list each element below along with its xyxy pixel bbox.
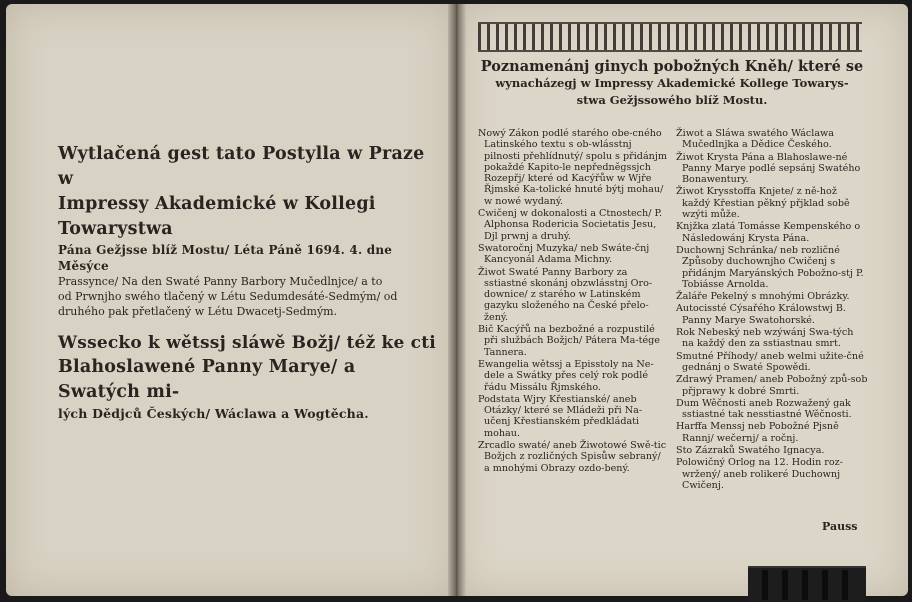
list-item: Cwičenj w dokonalosti a Ctnostech/ P. Alphonsa Rodericia Societatis Jesu, Djl prwnj a druhý. — [478, 208, 663, 242]
clip-tooth — [802, 570, 808, 600]
dedication-line-3: lých Dědjců Českých/ Wáclawa a Wogtěcha. — [58, 406, 369, 421]
list-item: Autocissté Cýsařého Králowstwj B. Panny Marye Swatohorské. — [676, 303, 846, 326]
list-item: Polowičný Orlog na 12. Hodin roz-wržený/ aneb rolikeré Duchownj Cwičenj. — [676, 457, 843, 491]
clip-tooth — [842, 570, 848, 600]
list-item: Žaláře Pekelný s mnohými Obrázky. — [676, 291, 850, 303]
book-gutter — [448, 4, 466, 596]
heading-line-2: wynacházegj w Impressy Akademické Kollege Towarys- — [495, 76, 849, 90]
dedication-line-1: Wssecko k wětssj sláwě Božj/ též ke cti — [58, 333, 436, 353]
list-item: Žiwot Swaté Panny Barbory za sstiastné skonánj obzwlásstnj Oro-downice/ z starého w Latinském gazyku složeného na České přelo-žený. — [478, 266, 653, 323]
book-list-column-right — [676, 128, 868, 492]
list-item: Podstata Wjry Křestianské/ aneb Otázky/ které se Mládeži při Na-učenj Křestianském předkládati mohau. — [478, 393, 643, 439]
imprint-small-1: Prassynce/ Na den Swaté Panny Barbory Mučedlnjce/ a to — [58, 275, 383, 288]
book-list-column-left — [478, 128, 668, 475]
book-clip — [748, 566, 866, 602]
list-item: Duchownj Schránka/ neb rozličné Způsoby duchownjho Cwičenj s přidánjm Maryánských Pobožno-stj P. Tobiásse Arnolda. — [676, 244, 864, 290]
heading-line-3: stwa Gežjssowého blíž Mostu. — [576, 93, 768, 107]
list-item: Swatoročnj Muzyka/ neb Swáte-čnj Kancyonál Adama Michny. — [478, 242, 650, 266]
list-item: Zdrawý Pramen/ aneb Pobožný způ-sob přjprawy k dobré Smrti. — [676, 374, 868, 397]
list-item: Bič Kacýřů na bezbožné a rozpustilé při službách Božjch/ Pátera Ma-tége Tannera. — [478, 324, 660, 358]
clip-tooth — [782, 570, 788, 600]
list-item: Sto Zázraků Swatého Ignacya. — [676, 445, 825, 457]
list-item: Žiwot Krysstoffa Knjete/ z ně-hož každý Křestian pěkný přjklad sobě wzýti může. — [676, 186, 850, 221]
list-item: Smutné Příhody/ aneb welmi užite-čné gednánj o Swaté Spowědi. — [676, 350, 864, 373]
list-item: Žiwot Krysta Pána a Blahoslawe-né Panny Marye podlé sepsánj Swatého Bonawentury. — [676, 151, 861, 186]
imprint-block — [58, 142, 442, 422]
catchword: Pauss — [822, 520, 858, 533]
list-item: Rok Nebeský neb wzýwánj Swa-tých na každý den za sstiastnau smrt. — [676, 327, 854, 350]
dedication-line-2: Blahoslawené Panny Marye/ a Swatých mi- — [58, 357, 356, 402]
list-item: Ewangelia wětssj a Episstoly na Ne-dele a Swátky přes celý rok podlé řádu Missálu Řjmského. — [478, 358, 654, 393]
list-item: Knjžka zlatá Tomásse Kempenského o Následowánj Krysta Pána. — [676, 221, 861, 244]
heading-line-1: Poznamenánj ginych pobožných Kněh/ které se — [480, 58, 864, 75]
list-item: Zrcadlo swaté/ aneb Žiwotowé Swě-tic Božjch z rozličných Spisůw sebraný/ a mnohými Obrazy ozdo-bený. — [478, 440, 667, 474]
imprint-line-2: Impressy Akademické w Kollegi Towarystwa — [58, 194, 376, 239]
imprint-line-3: Pána Gežjsse blíž Mostu/ Léta Páně 1694. 4. dne Měsýce — [58, 243, 393, 273]
list-item: Žiwot a Sláwa swatého Wáclawa Mučedlnjka a Dědice Českého. — [676, 128, 834, 151]
list-item: Dum Wěčnosti aneb Rozwažený gak sstiastné tak nesstiastné Wěčnosti. — [676, 397, 852, 421]
clip-tooth — [822, 570, 828, 600]
imprint-small-2: od Prwnjho swého tlačený w Létu Sedumdesáté-Sedmým/ od — [58, 290, 398, 303]
list-item: Harffa Menssj neb Pobožné Pjsně Rannj/ wečernj/ a ročnj. — [676, 421, 839, 444]
imprint-small-3: druhého pak přetlačený w Létu Dwacetj-Sedmým. — [58, 305, 338, 318]
list-heading — [478, 58, 866, 109]
list-item: Nowý Zákon podlé starého obe-cného Latinského textu s ob-wlásstnj pilnosti přehlídnutý/ spolu s přidánjm pokaždé Kapito-le nepředněgssjch Rozepřj/ které od Kacýřůw w Wjře Řjmské Ka-tolické hnuté býtj mohau/ w nowé wydaný. — [478, 128, 667, 207]
clip-tooth — [762, 570, 768, 600]
printers-ornament — [478, 22, 862, 52]
imprint-line-1: Wytlačená gest tato Postylla w Praze w — [58, 144, 425, 189]
